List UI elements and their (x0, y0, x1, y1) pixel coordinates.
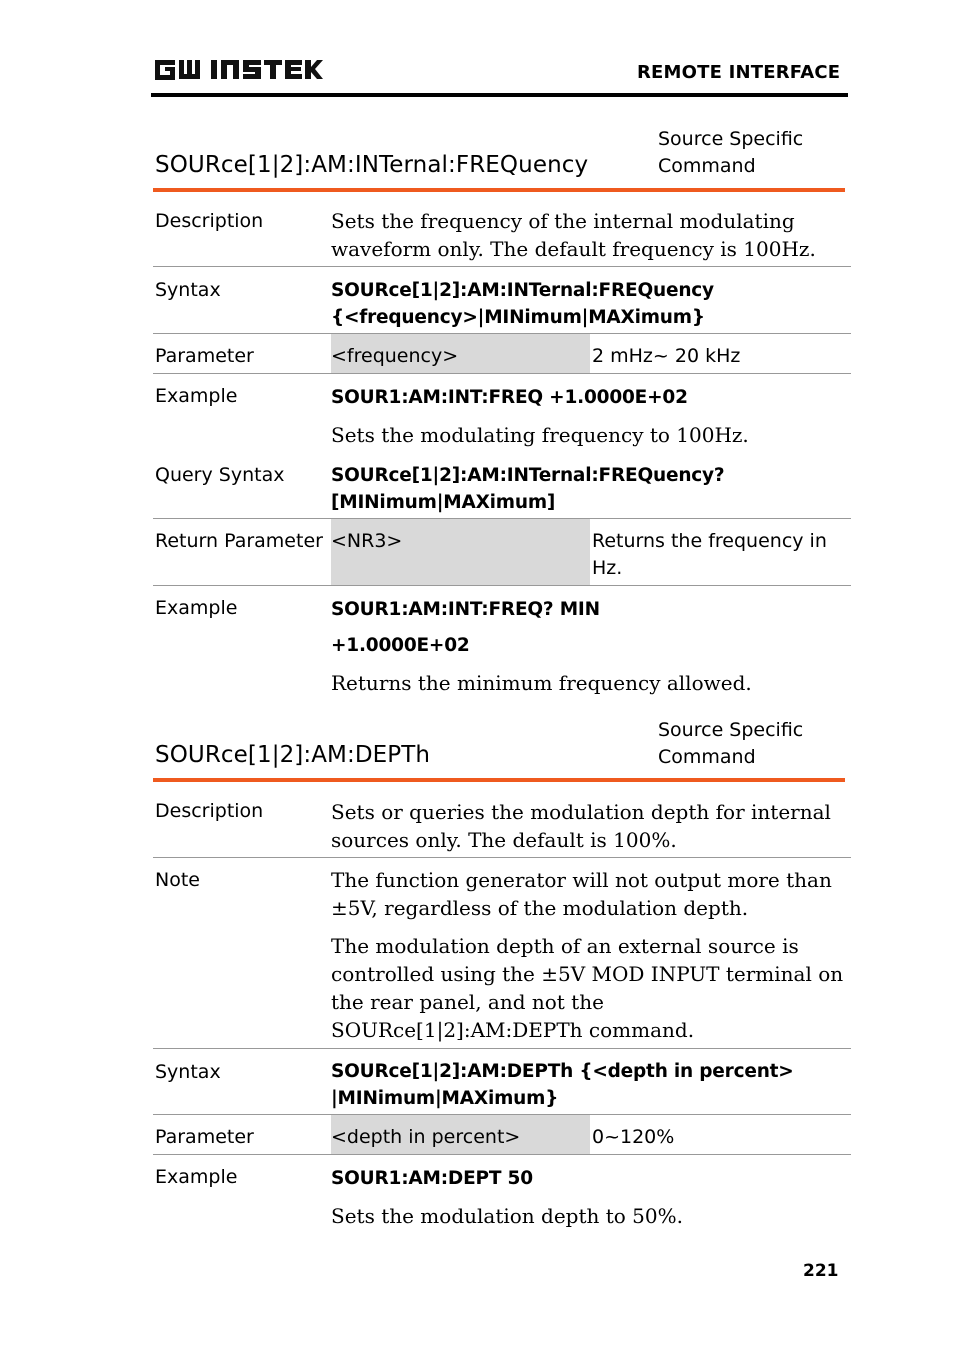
command-type-line: Source Specific (658, 719, 804, 741)
section-heading: REMOTE INTERFACE (637, 62, 841, 83)
example-label: Example (155, 1166, 238, 1188)
example-command: SOUR1:AM:INT:FREQ? MIN (331, 599, 600, 620)
row-divider (153, 1154, 851, 1155)
text-line: ±5V, regardless of the modulation depth. (331, 896, 749, 920)
query-syntax-text (331, 462, 724, 516)
return-parameter-description (592, 528, 827, 582)
text-line: waveform only. The default frequency is 100Hz. (331, 237, 816, 261)
syntax-label: Syntax (155, 1061, 221, 1083)
row-divider (153, 266, 851, 267)
example-result: +1.0000E+02 (331, 635, 470, 656)
row-divider (153, 857, 851, 858)
example-description: Returns the minimum frequency allowed. (331, 671, 752, 695)
row-divider (153, 373, 851, 374)
parameter-name: <depth in percent> (331, 1126, 521, 1148)
parameter-label: Parameter (155, 345, 254, 367)
text-line: Returns the frequency in (592, 530, 827, 552)
text-line: Sets or queries the modulation depth for internal (331, 800, 831, 824)
command-type (658, 717, 803, 771)
command-type-line: Command (658, 155, 756, 177)
row-divider (153, 585, 851, 586)
description-label: Description (155, 800, 264, 822)
command-title: SOURce[1|2]:AM:DEPTh (155, 742, 431, 768)
text-line: {<frequency>|MINimum|MAXimum} (331, 307, 705, 328)
parameter-value: 2 mHz~ 20 kHz (592, 345, 741, 367)
example-description: Sets the modulation depth to 50%. (331, 1204, 683, 1228)
command-title: SOURce[1|2]:AM:INTernal:FREQuency (155, 152, 589, 178)
parameter-value: 0~120% (592, 1126, 675, 1148)
text-line: [MINimum|MAXimum] (331, 492, 556, 513)
note-label: Note (155, 869, 200, 891)
note-text (331, 932, 843, 1044)
example-label: Example (155, 597, 238, 619)
text-line: |MINimum|MAXimum} (331, 1088, 559, 1109)
description-text (331, 207, 816, 263)
text-line: The function generator will not output more than (331, 868, 832, 892)
text-line: sources only. The default is 100%. (331, 828, 677, 852)
text-line: controlled using the ±5V MOD INPUT terminal on (331, 962, 844, 986)
row-divider (153, 1048, 851, 1049)
title-rule (153, 778, 845, 782)
description-text (331, 798, 831, 854)
text-line: SOURce[1|2]:AM:INTernal:FREQuency (331, 280, 714, 301)
example-label: Example (155, 385, 238, 407)
syntax-text (331, 277, 714, 331)
syntax-label: Syntax (155, 279, 221, 301)
command-type-line: Command (658, 746, 756, 768)
gw-instek-logo (153, 56, 323, 84)
example-description: Sets the modulating frequency to 100Hz. (331, 423, 749, 447)
parameter-name: <frequency> (331, 345, 459, 367)
example-command: SOUR1:AM:DEPT 50 (331, 1168, 533, 1189)
page-number: 221 (803, 1261, 839, 1281)
text-line: SOURce[1|2]:AM:DEPTh {<depth in percent> (331, 1061, 794, 1082)
description-label: Description (155, 210, 264, 232)
command-type (658, 126, 803, 180)
syntax-text (331, 1058, 794, 1112)
text-line: Hz. (592, 557, 623, 579)
note-text (331, 866, 832, 922)
text-line: SOURce[1|2]:AM:DEPTh command. (331, 1018, 695, 1042)
text-line: The modulation depth of an external source is (331, 934, 799, 958)
command-type-line: Source Specific (658, 128, 804, 150)
text-line: the rear panel, and not the (331, 990, 604, 1014)
return-parameter-name: <NR3> (331, 530, 403, 552)
return-parameter-label: Return Parameter (155, 530, 323, 552)
text-line: SOURce[1|2]:AM:INTernal:FREQuency? (331, 465, 725, 486)
parameter-label: Parameter (155, 1126, 254, 1148)
title-rule (153, 188, 845, 192)
text-line: Sets the frequency of the internal modulating (331, 209, 795, 233)
query-syntax-label: Query Syntax (155, 464, 285, 486)
example-command: SOUR1:AM:INT:FREQ +1.0000E+02 (331, 387, 688, 408)
header-rule (151, 93, 848, 97)
